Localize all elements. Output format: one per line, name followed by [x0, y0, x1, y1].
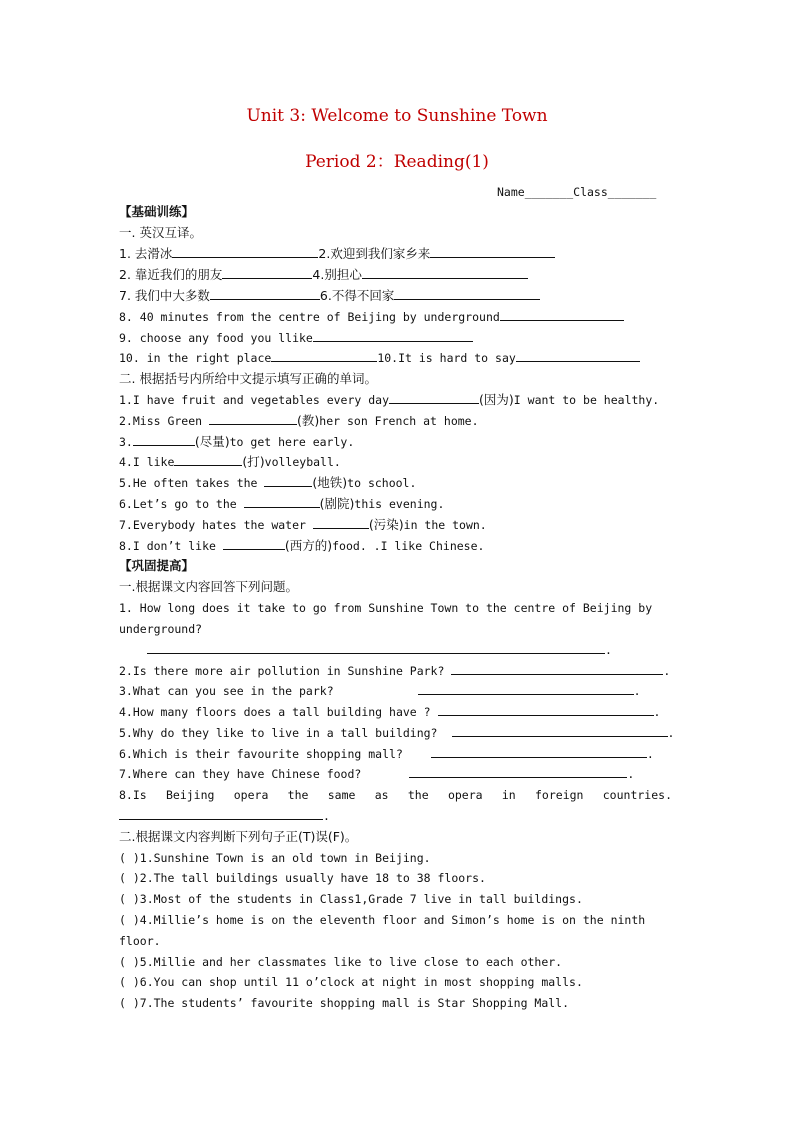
part2-item-text: to school. — [347, 476, 417, 490]
answer-blank[interactable] — [271, 350, 377, 362]
period: . — [667, 726, 675, 740]
period: . — [663, 664, 671, 678]
tf-statement-1[interactable]: ( )1.Sunshine Town is an old town in Beijing. — [119, 851, 431, 865]
part1-q2: 2.欢迎到我们家乡来 — [318, 246, 431, 261]
part2-hint: (地铁) — [312, 475, 348, 490]
part2-item-4 — [119, 454, 675, 470]
part3-q3 — [119, 683, 675, 699]
part2-hint: (尽量) — [194, 434, 230, 449]
part1-row-1 — [119, 246, 675, 262]
part3-q8-answer — [119, 808, 675, 824]
question-text: 3.What can you see in the park? — [119, 684, 334, 698]
part2-item-text: 2.Miss Green — [119, 414, 210, 428]
part3-q4 — [119, 704, 675, 720]
answer-blank[interactable] — [409, 766, 627, 778]
answer-blank[interactable] — [222, 267, 312, 279]
part1-q6: 6.不得不回家 — [319, 288, 395, 303]
tf-statement-5[interactable]: ( )5.Millie and her classmates like to live close to each other. — [119, 955, 563, 969]
part2-item-text: 7.Everybody hates the water — [119, 518, 313, 532]
part2-item-2 — [119, 413, 675, 429]
part2-item-text: I want to be healthy. — [513, 393, 660, 407]
part1-q3: 2. 靠近我们的朋友 — [119, 267, 223, 282]
part2-item-text: volleyball. — [264, 455, 341, 469]
answer-blank[interactable] — [264, 475, 312, 487]
part2-hint: (剧院) — [319, 496, 355, 511]
answer-blank[interactable] — [438, 704, 654, 716]
answer-blank[interactable] — [210, 288, 320, 300]
period: . — [323, 809, 330, 823]
part2-heading: 二. 根据括号内所给中文提示填写正确的单词。 — [119, 371, 377, 386]
answer-blank[interactable] — [451, 663, 663, 675]
name-class-field[interactable]: Name_______Class_______ — [497, 185, 657, 199]
tf-statement-6[interactable]: ( )6.You can shop until 11 o’clock at night in most shopping malls. — [119, 975, 583, 989]
tf-statement-3[interactable]: ( )3.Most of the students in Class1,Grade 7 live in tall buildings. — [119, 892, 583, 906]
answer-blank[interactable] — [244, 496, 320, 508]
part1-q10: 10.It is hard to say — [377, 351, 516, 365]
tf-statement-4-cont: floor. — [119, 934, 161, 948]
part2-item-text: to get here early. — [229, 435, 355, 449]
part2-item-text: 5.He often takes the — [119, 476, 265, 490]
part3-q6 — [119, 746, 675, 762]
answer-blank[interactable] — [313, 517, 369, 529]
part2-hint: (打) — [242, 454, 265, 469]
part2-item-text: food. .I like Chinese. — [332, 539, 485, 553]
part2-hint: (教) — [297, 413, 320, 428]
part1-q4: 4.别担心 — [312, 267, 362, 282]
part3-heading: 一.根据课文内容回答下列问题。 — [119, 579, 298, 594]
answer-blank[interactable] — [418, 683, 634, 695]
answer-blank[interactable] — [430, 246, 555, 258]
tf-statement-4[interactable]: ( )4.Millie’s home is on the eleventh floor and Simon’s home is on the ninth — [119, 913, 646, 927]
part2-item-6 — [119, 496, 675, 512]
period: . — [646, 747, 654, 761]
question-text: 7.Where can they have Chinese food? — [119, 767, 362, 781]
part2-hint: (因为) — [479, 392, 514, 407]
tf-statement-7[interactable]: ( )7.The students’ favourite shopping mall is Star Shopping Mall. — [119, 996, 570, 1010]
part2-item-text: her son French at home. — [319, 414, 479, 428]
part1-heading: 一. 英汉互译。 — [119, 225, 202, 240]
part3-q1-line2: underground? — [119, 622, 203, 636]
part2-item-text: 3. — [119, 435, 133, 449]
period: . — [605, 643, 612, 657]
part2-item-7 — [119, 517, 675, 533]
period: . — [633, 684, 641, 698]
part4-heading: 二.根据课文内容判断下列句子正(T)误(F)。 — [119, 829, 358, 844]
part1-row-5 — [119, 330, 675, 346]
answer-blank[interactable] — [452, 725, 668, 737]
part1-row-3 — [119, 288, 675, 304]
answer-blank[interactable] — [172, 246, 318, 258]
answer-blank[interactable] — [174, 454, 242, 466]
answer-blank[interactable] — [147, 642, 605, 654]
answer-blank[interactable] — [313, 330, 473, 342]
part3-q5 — [119, 725, 675, 741]
part1-q8: 9. choose any food you llike — [119, 331, 313, 345]
part1-row-4 — [119, 309, 675, 325]
question-text: 5.Why do they like to live in a tall building? — [119, 726, 438, 740]
answer-blank[interactable] — [394, 288, 540, 300]
part1-q7: 8. 40 minutes from the centre of Beijing by underground — [119, 310, 500, 324]
part2-hint: (西方的) — [284, 538, 333, 553]
answer-blank[interactable] — [431, 746, 647, 758]
part1-q1: 1. 去滑冰 — [119, 246, 173, 261]
part2-item-3 — [119, 434, 675, 450]
period: . — [653, 705, 661, 719]
question-text: 2.Is there more air pollution in Sunshine Park? — [119, 664, 445, 678]
answer-blank[interactable] — [133, 434, 195, 446]
part3-q7 — [119, 766, 675, 782]
part2-item-text: 4.I like — [119, 455, 175, 469]
page-title: Unit 3: Welcome to Sunshine Town — [246, 106, 548, 126]
answer-blank[interactable] — [119, 808, 323, 820]
section-basic-heading: 【基础训练】 — [119, 204, 195, 219]
part1-row-6 — [119, 350, 675, 366]
part3-q1-answer — [147, 642, 617, 658]
part3-q2 — [119, 663, 675, 679]
page-subtitle: Period 2：Reading(1) — [305, 152, 489, 172]
tf-statement-2[interactable]: ( )2.The tall buildings usually have 18 to 38 floors. — [119, 871, 486, 885]
part2-item-5 — [119, 475, 675, 491]
part2-item-1 — [119, 392, 675, 408]
part3-q8-line1: 8.Is Beijing opera the same as the opera in foreign countries. — [119, 788, 672, 802]
answer-blank[interactable] — [389, 392, 479, 404]
part2-item-text: 6.Let’s go to the — [119, 497, 244, 511]
part1-row-2 — [119, 267, 675, 283]
part2-item-text: 8.I don’t like — [119, 539, 223, 553]
section-improve-heading: 【巩固提高】 — [119, 558, 195, 573]
part1-q9: 10. in the right place — [119, 351, 272, 365]
part3-q1-line1: 1. How long does it take to go from Sunshine Town to the centre of Beijing by — [119, 601, 653, 615]
question-text: 6.Which is their favourite shopping mall? — [119, 747, 403, 761]
part2-item-text: in the town. — [403, 518, 487, 532]
period: . — [627, 767, 635, 781]
answer-blank[interactable] — [223, 538, 285, 550]
answer-blank[interactable] — [209, 413, 297, 425]
part2-item-8 — [119, 538, 675, 554]
part1-q5: 7. 我们中大多数 — [119, 288, 210, 303]
part2-item-text: this evening. — [354, 497, 445, 511]
question-text: 4.How many floors does a tall building have ? — [119, 705, 431, 719]
answer-blank[interactable] — [500, 309, 624, 321]
answer-blank[interactable] — [362, 267, 528, 279]
part2-item-text: 1.I have fruit and vegetables every day — [119, 393, 390, 407]
answer-blank[interactable] — [516, 350, 640, 362]
part2-hint: (污染) — [368, 517, 404, 532]
